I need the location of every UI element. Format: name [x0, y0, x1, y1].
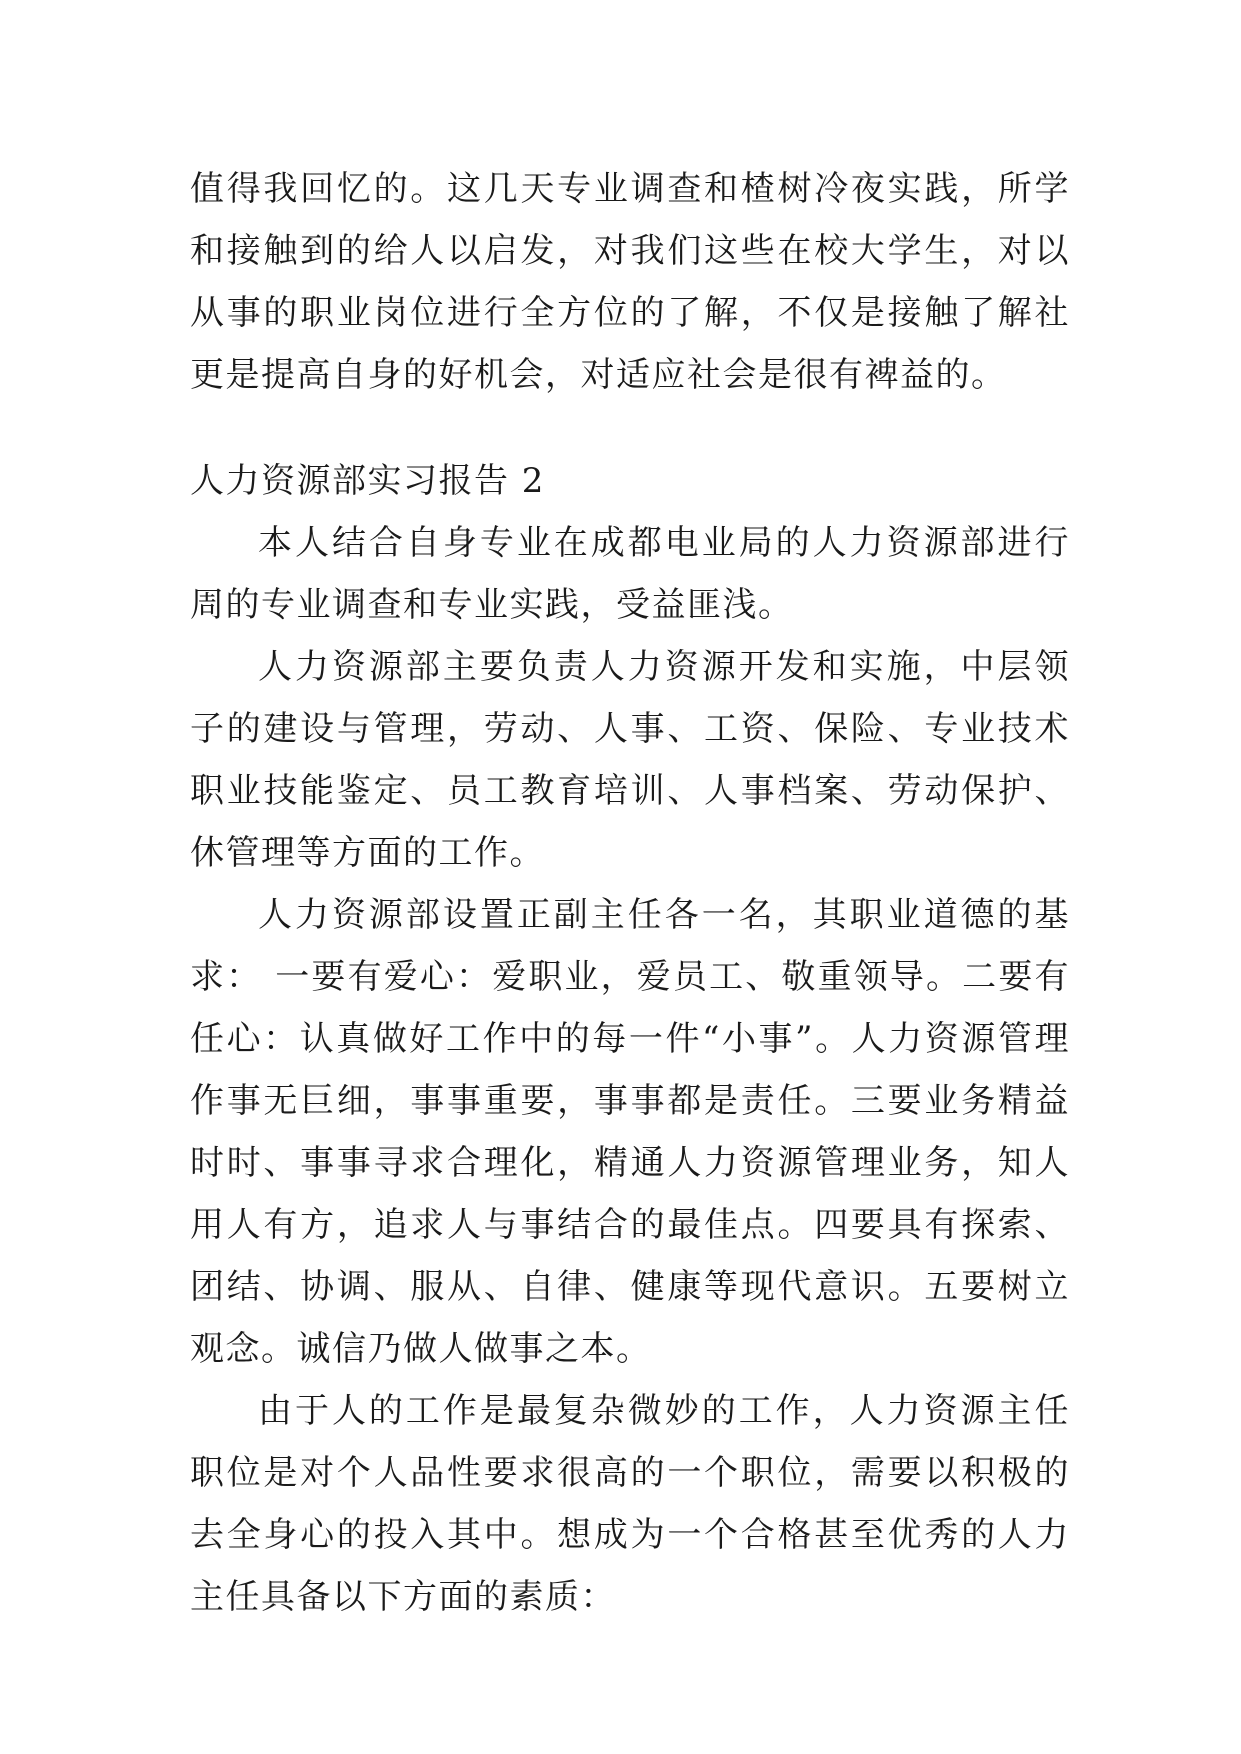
- text-line: 作事无巨细，事事重要，事事都是责任。三要业务精益: [190, 1081, 1070, 1121]
- text-line: 休管理等方面的工作。: [190, 833, 545, 873]
- text-line: 人力资源部设置正副主任各一名，其职业道德的基: [258, 895, 1070, 935]
- section-heading: 人力资源部实习报告 2: [190, 461, 545, 501]
- document-body: [190, 158, 1070, 1628]
- text-line: 求： 一要有爱心：爱职业，爱员工、敬重领导。二要有: [190, 957, 1070, 997]
- text-line: 观念。诚信乃做人做事之本。: [190, 1329, 652, 1369]
- text-line: 去全身心的投入其中。想成为一个合格甚至优秀的人力: [190, 1515, 1070, 1555]
- text-line: 本人结合自身专业在成都电业局的人力资源部进行: [258, 523, 1070, 563]
- text-line: 从事的职业岗位进行全方位的了解，不仅是接触了解社: [190, 293, 1070, 333]
- text-line: 和接触到的给人以启发，对我们这些在校大学生，对以: [190, 231, 1070, 271]
- text-line: 职位是对个人品性要求很高的一个职位，需要以积极的: [190, 1453, 1070, 1493]
- text-line: 子的建设与管理，劳动、人事、工资、保险、专业技术: [190, 709, 1070, 749]
- text-line: 用人有方，追求人与事结合的最佳点。四要具有探索、: [190, 1205, 1070, 1245]
- text-line: 值得我回忆的。这几天专业调查和楂树冷夜实践，所学: [190, 169, 1070, 209]
- text-line: 职业技能鉴定、员工教育培训、人事档案、劳动保护、: [190, 771, 1070, 811]
- text-line: 由于人的工作是最复杂微妙的工作，人力资源主任: [258, 1391, 1070, 1431]
- text-line: 更是提高自身的好机会，对适应社会是很有裨益的。: [190, 355, 1007, 395]
- text-line: 人力资源部主要负责人力资源开发和实施，中层领: [258, 647, 1070, 687]
- text-line: 周的专业调查和专业实践，受益匪浅。: [190, 585, 794, 625]
- text-line: 时时、事事寻求合理化，精通人力资源管理业务，知人: [190, 1143, 1070, 1183]
- text-line: 任心：认真做好工作中的每一件“小事”。人力资源管理: [190, 1019, 1070, 1059]
- text-line: 团结、协调、服从、自律、健康等现代意识。五要树立: [190, 1267, 1070, 1307]
- text-line: 主任具备以下方面的素质：: [190, 1577, 616, 1617]
